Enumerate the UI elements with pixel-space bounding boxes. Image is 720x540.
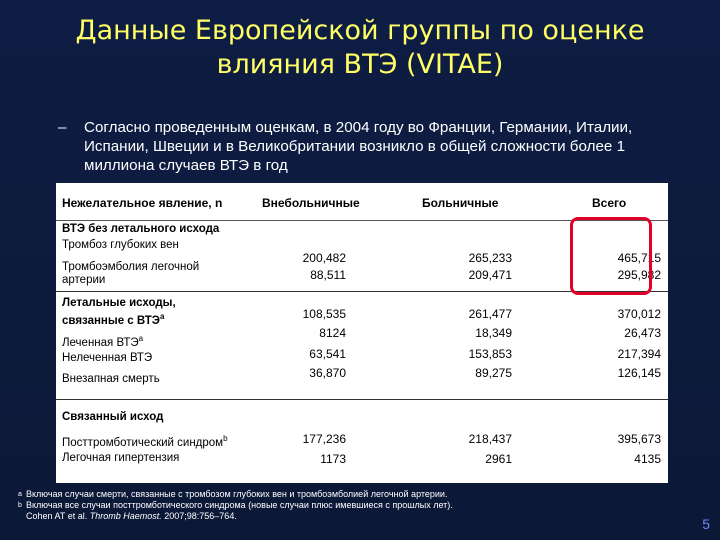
- value-cell: 1173: [320, 452, 346, 466]
- bullet-dash: –: [58, 119, 67, 136]
- header-event: Нежелательное явление, n: [62, 196, 223, 210]
- row-label: Нелеченная ВТЭ: [62, 352, 153, 364]
- value-cell: 2961: [485, 452, 512, 466]
- value-cell: 26,473: [624, 326, 661, 340]
- value-cell: 88,511: [310, 268, 346, 282]
- citation: Cohen AT et al. Thromb Haemost. 2007;98:756–764.: [26, 511, 237, 521]
- header-outpatient: Внебольничные: [262, 196, 360, 210]
- group-title-fatal: Летальные исходы, связанные с ВТЭ$^a$: [62, 297, 176, 327]
- value-cell: 18,349: [475, 326, 512, 340]
- value-cell: 4135: [634, 452, 661, 466]
- header-inpatient: Больничные: [422, 196, 499, 210]
- row-label: Леченная ВТЭ$^a$: [62, 334, 144, 349]
- group-title-related: Связанный исход: [62, 411, 164, 423]
- bullet-text: Согласно проведенным оценкам, в 2004 году во Франции, Германии, Италии, Испании, Швеции и в Великобритании возникло в общей сложности более 1 миллиона случаев ВТЭ в год: [84, 119, 633, 174]
- group-divider: [56, 399, 668, 400]
- value-cell: 108,535: [302, 307, 346, 321]
- value-cell: 261,477: [468, 307, 512, 321]
- value-cell: 217,394: [617, 347, 661, 361]
- value-cell: 265,233: [468, 251, 512, 265]
- value-cell: 370,012: [617, 307, 661, 321]
- value-cell: 89,275: [475, 366, 512, 380]
- title-line-2: влияния ВТЭ (VITAE): [216, 49, 504, 80]
- row-label: Тромбоэмболия легочной артерии: [62, 261, 200, 286]
- row-label: Внезапная смерть: [62, 373, 160, 385]
- footnote-a: a Включая случаи смерти, связанные с тромбозом глубоких вен и тромбоэмболией легочной артерии.: [18, 489, 448, 499]
- footnote-b: b Включая все случаи посттромботического синдрома (новые случаи плюс имевшиеся с прошлых лет).: [18, 500, 453, 510]
- value-cell: 395,673: [617, 432, 661, 446]
- table-header: [56, 183, 668, 221]
- title-line-1: Данные Европейской группы по оценке: [75, 15, 645, 46]
- page-number: 5: [702, 516, 710, 532]
- value-cell: 218,437: [468, 432, 512, 446]
- row-label: Легочная гипертензия: [62, 452, 180, 464]
- value-cell: 126,145: [617, 366, 661, 380]
- value-cell: 200,482: [302, 251, 346, 265]
- bullet-point: [58, 118, 678, 175]
- value-cell: 36,870: [309, 366, 346, 380]
- row-label: Тромбоз глубоких вен: [62, 239, 179, 251]
- highlight-box: [570, 217, 652, 295]
- row-label: Посттромботический синдром$^b$: [62, 434, 228, 449]
- value-cell: 177,236: [302, 432, 346, 446]
- value-cell: 8124: [319, 326, 346, 340]
- group-title-nonfatal: ВТЭ без летального исхода: [62, 223, 220, 235]
- footnotes: [18, 489, 453, 522]
- header-total: Всего: [592, 196, 627, 210]
- value-cell: 153,853: [468, 347, 512, 361]
- value-cell: 63,541: [309, 347, 346, 361]
- value-cell: 209,471: [468, 268, 512, 282]
- value-cell: 295,982: [617, 268, 661, 282]
- value-cell: 465,715: [617, 251, 661, 265]
- slide-title: [40, 14, 680, 82]
